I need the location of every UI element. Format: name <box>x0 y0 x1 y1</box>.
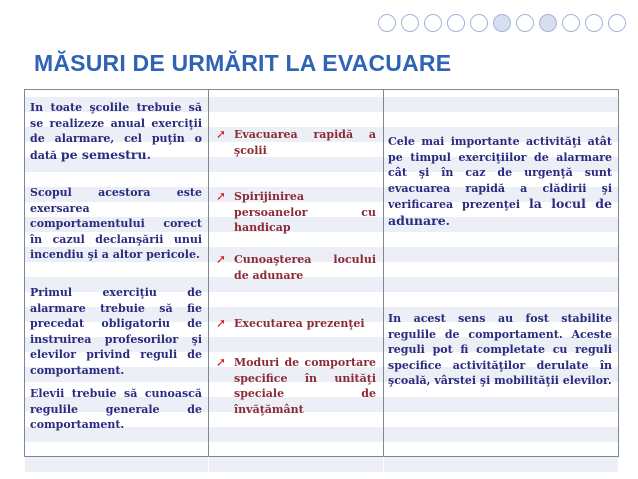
middle-item-5: Moduri de comportare specifice în unităţi speciale de învăţământ <box>234 356 376 416</box>
circle-icon <box>378 14 396 32</box>
arrow-bullet-icon: ➚ <box>216 355 227 369</box>
row-stripe <box>384 457 618 472</box>
row-stripe <box>384 427 618 442</box>
circle-icon <box>493 14 511 32</box>
middle-item-4: Executarea prezenţei <box>234 317 365 330</box>
slide-title: MĂSURI DE URMĂRIT LA EVACUARE <box>34 50 452 76</box>
right-column <box>384 90 618 456</box>
row-stripe <box>384 247 618 262</box>
decorative-circles <box>378 10 633 36</box>
circle-icon <box>401 14 419 32</box>
circle-icon <box>585 14 603 32</box>
row-stripe <box>209 157 383 172</box>
circle-icon <box>424 14 442 32</box>
left-para-2: Scopul acestora este exersarea comportamentului corect în cazul declanşării unui incendiu şi a altor pericole. <box>30 186 202 261</box>
circle-icon <box>539 14 557 32</box>
row-stripe <box>384 397 618 412</box>
row-stripe <box>209 457 383 472</box>
arrow-bullet-icon: ➚ <box>216 189 227 203</box>
circle-icon <box>516 14 534 32</box>
middle-column <box>209 90 384 456</box>
left-para-4: Elevii trebuie să cunoască regulile generale de comportament. <box>30 387 202 431</box>
circle-icon <box>447 14 465 32</box>
arrow-bullet-icon: ➚ <box>216 316 227 330</box>
arrow-bullet-icon: ➚ <box>216 127 227 141</box>
left-para-1-text: In toate şcolile trebuie să se realizeze anual exerciţii de alarmare, cel puţin o dată <box>30 101 202 162</box>
right-para-1-emphasis: la locul de adunare. <box>388 196 612 228</box>
content-table <box>24 89 619 457</box>
circle-icon <box>470 14 488 32</box>
circle-icon <box>562 14 580 32</box>
row-stripe <box>209 427 383 442</box>
row-stripe <box>384 277 618 292</box>
right-para-1-text: Cele mai importante activităţi atât pe timpul exerciţiilor de alarmare cât şi în caz de urgenţă sunt evacuarea rapidă a clădirii şi verificarea prezenţei <box>388 135 612 211</box>
middle-item-3: Cunoaşterea locului de adunare <box>234 253 376 282</box>
middle-item-2: Spirijinirea persoanelor cu handicap <box>234 190 376 234</box>
left-column <box>25 90 209 456</box>
row-stripe <box>384 97 618 112</box>
right-para-1 <box>388 134 612 229</box>
circle-icon <box>608 14 626 32</box>
row-stripe <box>209 97 383 112</box>
arrow-bullet-icon: ➚ <box>216 252 227 266</box>
row-stripe <box>25 457 208 472</box>
middle-item-1: Evacuarea rapidă a şcolii <box>234 128 376 157</box>
row-stripe <box>209 337 383 352</box>
right-para-2: In acest sens au fost stabilite regulile de comportament. Aceste reguli pot fi completate cu reguli specifice activităţilor derulate în şcoală, vârstei şi mobilităţii elevilor. <box>388 312 612 387</box>
left-para-3: Primul exerciţiu de alarmare trebuie să fie precedat obligatoriu de instruirea profesorilor şi elevilor privind reguli de comportament. <box>30 286 202 377</box>
left-para-1 <box>30 100 202 163</box>
left-para-1-emphasis: pe semestru. <box>60 146 151 162</box>
